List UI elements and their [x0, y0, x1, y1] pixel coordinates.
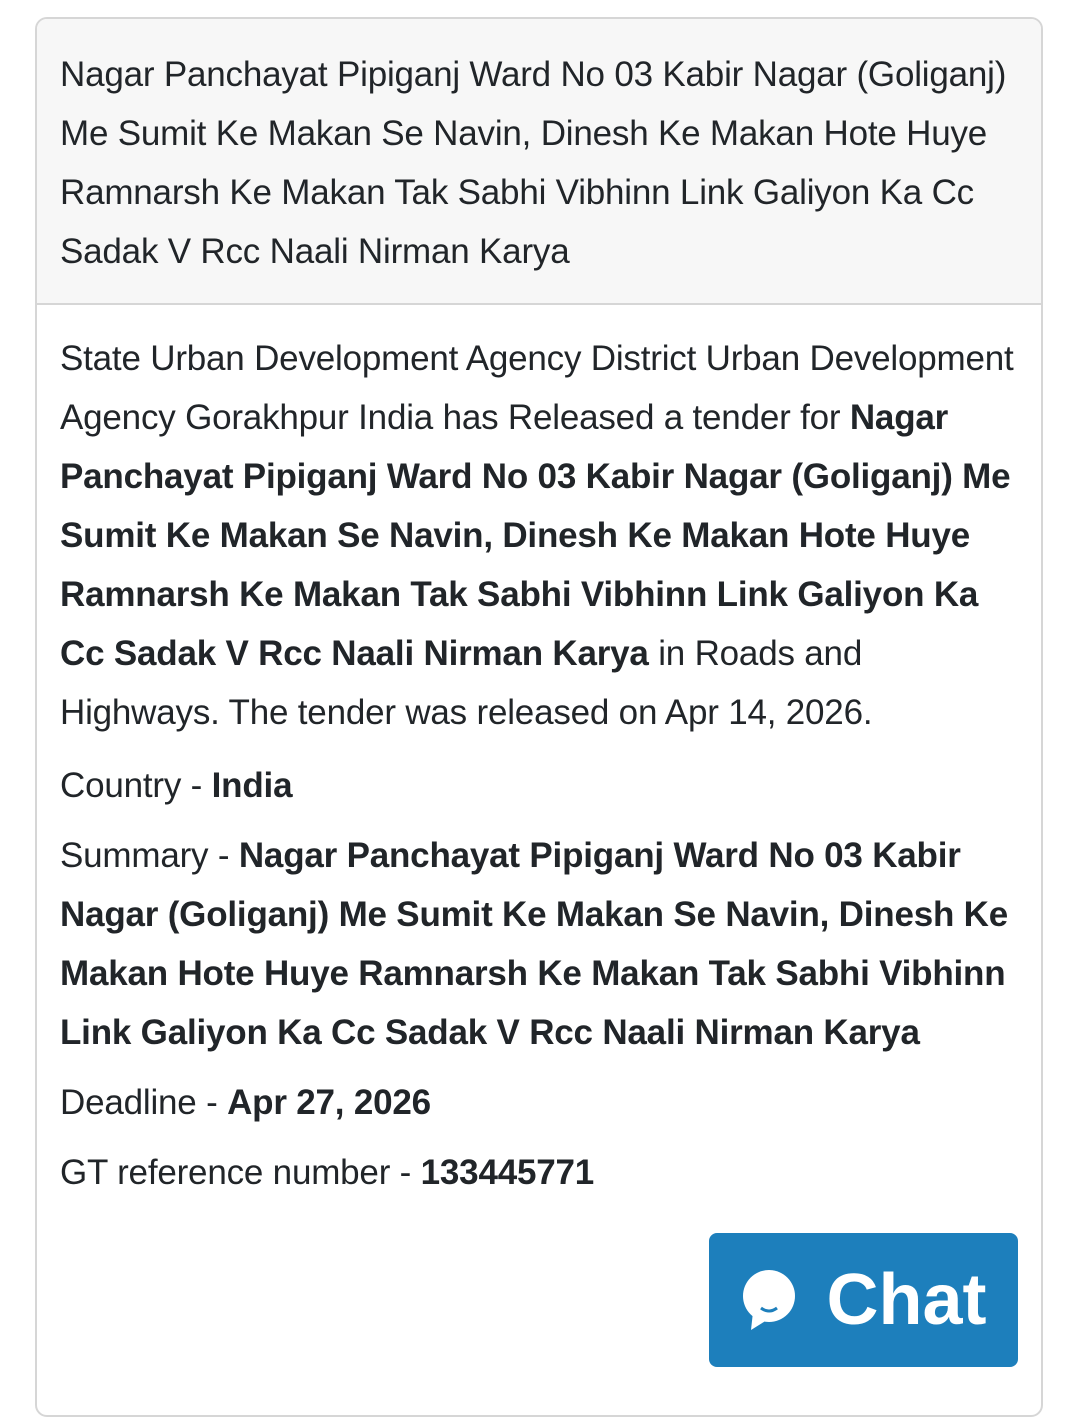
description-suffix: in Roads and Highways. The tender was released on Apr 14, 2026.: [60, 634, 873, 732]
deadline-row: [60, 1073, 1019, 1132]
country-row: [60, 756, 1019, 815]
country-value: India: [211, 766, 293, 805]
chat-button[interactable]: [709, 1233, 1018, 1367]
tender-description: [60, 329, 1019, 742]
summary-row: [60, 826, 1019, 1062]
reference-label: GT reference number -: [60, 1153, 421, 1192]
deadline-label: Deadline -: [60, 1083, 228, 1122]
country-label: Country -: [60, 766, 212, 805]
deadline-value: Apr 27, 2026: [227, 1083, 431, 1122]
reference-value: 133445771: [420, 1153, 595, 1192]
chat-bubble-icon: [741, 1268, 797, 1332]
tender-details: [37, 305, 1041, 1202]
description-title: Nagar Panchayat Pipiganj Ward No 03 Kabir Nagar (Goliganj) Me Sumit Ke Makan Se Navin, Dinesh Ke Makan Hote Huye Ramnarsh Ke Makan Tak Sabhi Vibhinn Link Galiyon Ka Cc Sadak V Rcc Naali Nirman Karya: [60, 398, 1011, 673]
summary-label: Summary -: [60, 836, 239, 875]
description-prefix: State Urban Development Agency District Urban Development Agency Gorakhpur India has Released a tender for: [60, 339, 1014, 437]
tender-title: Nagar Panchayat Pipiganj Ward No 03 Kabir Nagar (Goliganj) Me Sumit Ke Makan Se Navin, Dinesh Ke Makan Hote Huye Ramnarsh Ke Makan Tak Sabhi Vibhinn Link Galiyon Ka Cc Sadak V Rcc Naali Nirman Karya: [37, 19, 1041, 305]
chat-label: Chat: [826, 1260, 987, 1340]
reference-row: [60, 1143, 1019, 1202]
summary-value: Nagar Panchayat Pipiganj Ward No 03 Kabir Nagar (Goliganj) Me Sumit Ke Makan Se Navin, Dinesh Ke Makan Hote Huye Ramnarsh Ke Makan Tak Sabhi Vibhinn Link Galiyon Ka Cc Sadak V Rcc Naali Nirman Karya: [60, 836, 1009, 1052]
tender-card: [35, 17, 1043, 1417]
